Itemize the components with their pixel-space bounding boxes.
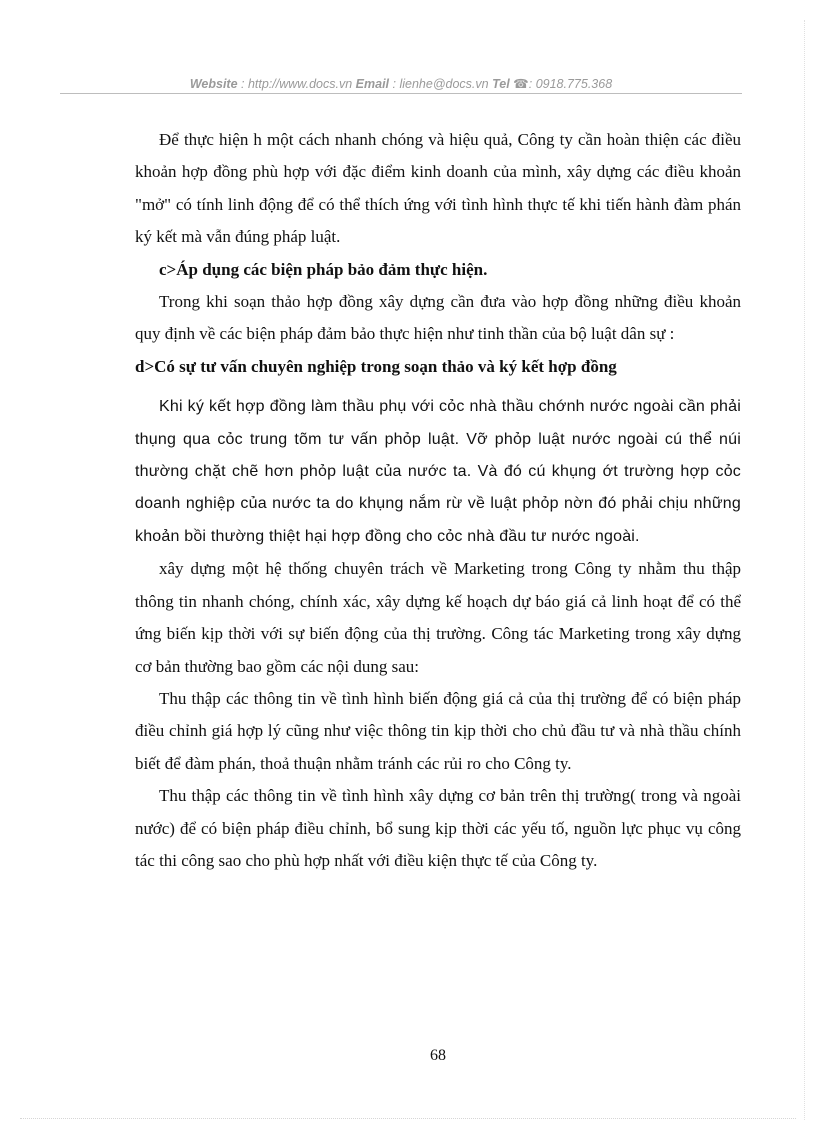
page-header: [60, 76, 742, 91]
tel-value: : 0918.775.368: [528, 77, 613, 91]
email-label: Email: [355, 77, 390, 91]
right-divider: [804, 20, 805, 1120]
paragraph-guarantee-measures: Trong khi soạn thảo hợp đồng xây dựng cần đưa vào hợp đồng những điều khoản quy định về các biện pháp đảm bảo thực hiện như tinh thần của bộ luật dân sự :: [135, 292, 741, 344]
document-body: [135, 124, 741, 877]
email-value: : lienhe@docs.vn: [392, 77, 489, 91]
header-divider: [60, 93, 742, 94]
paragraph-marketing: xây dựng một hệ thống chuyên trách về Marketing trong Công ty nhằm thu thập thông tin nhanh chóng, chính xác, xây dựng kế hoạch dự báo giá cả linh hoạt để có thể ứng biến kịp thời với sự biến động của thị trường. Công tác Marketing trong xây dựng cơ bản thường bao gồm các nội dung sau:: [135, 559, 741, 676]
website-label: Website: [189, 77, 238, 91]
bottom-divider: [20, 1118, 796, 1119]
phone-icon: ☎: [513, 77, 529, 91]
website-value: : http://www.docs.vn: [241, 77, 353, 91]
page-number: 68: [430, 1047, 446, 1064]
paragraph-price-info: Thu thập các thông tin về tình hình biến động giá cả của thị trường để có biện pháp điều chỉnh giá hợp lý cũng như việc thông tin kịp thời cho chủ đầu tư và nhà thầu chính biết để đàm phán, thoả thuận nhằm tránh các rủi ro cho Công ty.: [135, 688, 741, 773]
paragraph-legal-consulting: Khi ký kết hợp đồng làm thầu phụ với cỏc nhà thầu chớnh nước ngoài cần phải thụng qua cỏc trung tõm tư vấn phỏp luật. Vỡ phỏp luật nước ngoài cú thể núi thường chặt chẽ hơn phỏp luật của nước ta. Và đó cú khụng ớt trường hợp cỏc doanh nghiệp của nước ta do khụng nắm rừ về luật phỏp nờn đó phải chịu những khoản bồi thường thiệt hại hợp đồng cho cỏc nhà đầu tư nước ngoài.: [135, 398, 741, 545]
paragraph-contract-terms: Để thực hiện h một cách nhanh chóng và hiệu quả, Công ty cần hoàn thiện các điều khoản hợp đồng phù hợp với đặc điểm kinh doanh của mình, xây dựng các điều khoản "mở" có tính linh động để có thể thích ứng với tình hình thực tế khi tiến hành đàm phán ký kết mà vẫn đúng pháp luật.: [135, 130, 741, 247]
tel-label: Tel: [492, 77, 510, 91]
section-heading-c: c>Áp dụng các biện pháp bảo đảm thực hiện.: [159, 259, 488, 279]
section-heading-d: d>Có sự tư vấn chuyên nghiệp trong soạn thảo và ký kết hợp đồng: [135, 356, 617, 376]
paragraph-construction-info: Thu thập các thông tin về tình hình xây dựng cơ bản trên thị trường( trong và ngoài nước) để có biện pháp điều chỉnh, bổ sung kịp thời các yếu tố, nguồn lực phục vụ công tác thi công sao cho phù hợp nhất với điều kiện thực tế của Công ty.: [135, 786, 741, 870]
